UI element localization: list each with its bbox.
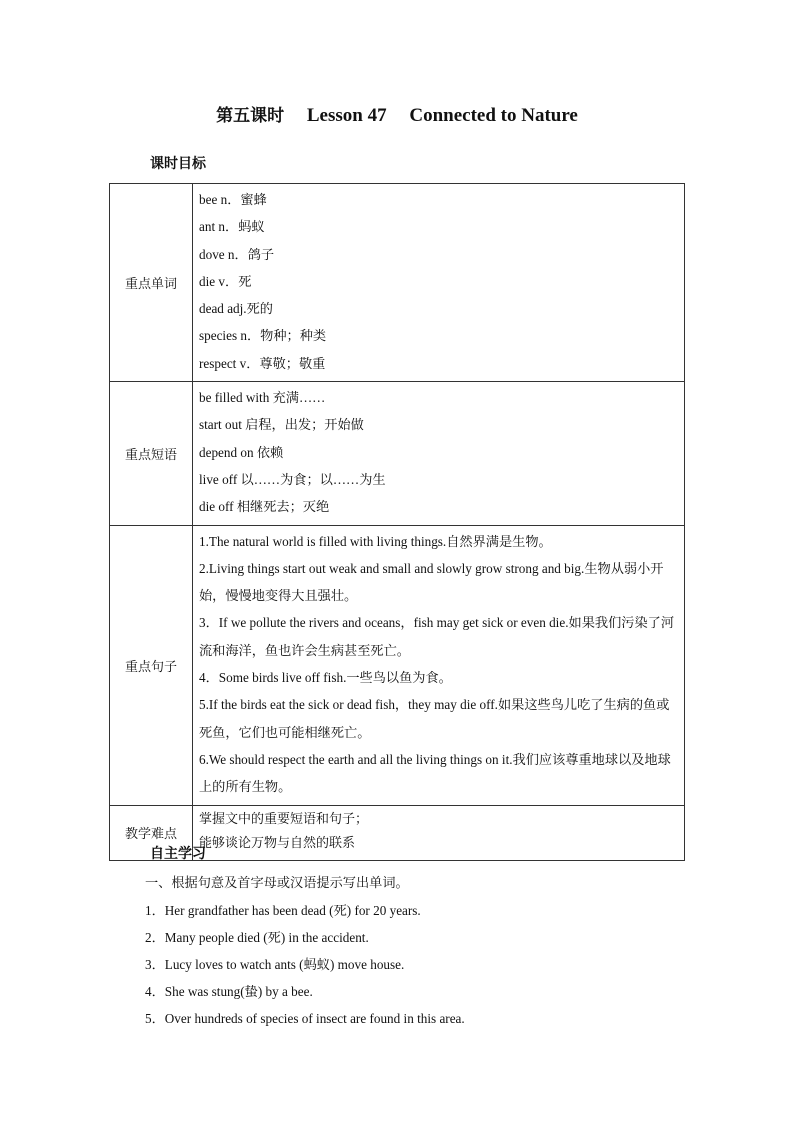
exercise-item: 1．Her grandfather has been dead (死) for 20 years. [145,903,421,918]
sentence-line: 1.The natural world is filled with living things.自然界满是生物。 [199,533,552,549]
row-label-phrases: 重点短语 [110,382,193,525]
word-line: dove n．鸽子 [199,246,275,262]
row-label-difficulty: 教学难点 [110,805,193,860]
sentence-line: 2.Living things start out weak and small and slowly grow strong and big.生物从弱小开始，慢慢地变得大且强壮。 [199,560,664,604]
sentence-line: 4．Some birds live off fish.一些鸟以鱼为食。 [199,670,452,686]
title-lesson: Lesson 47 [306,105,387,126]
sentence-line: 3．If we pollute the rivers and oceans，fish may get sick or even die.如果我们污染了河流和海洋，鱼也许会生病甚至死亡。 [199,615,675,658]
exercise-item: 3．Lucy loves to watch ants (蚂蚁) move house. [145,957,405,972]
phrase-line: die off 相继死去；灭绝 [199,499,330,515]
self-study-heading: 自主学习 [150,846,206,862]
phrase-line: live off 以……为食；以……为生 [199,471,386,487]
sentence-line: 5.If the birds eat the sick or dead fish，they may die off.如果这些鸟儿吃了生病的鱼或死鱼，它们也可能相继死亡。 [199,697,670,740]
row-sentences [110,525,685,805]
word-line: die v．死 [199,273,252,289]
difficulty-line: 掌握文中的重要短语和句子； [199,811,369,827]
word-line: ant n．蚂蚁 [199,219,265,235]
row-content-sentences [193,525,685,805]
word-line: bee n．蜜蜂 [199,192,267,207]
phrase-line: depend on 依赖 [199,444,284,460]
word-line: respect v．尊敬；敬重 [199,355,326,371]
phrase-line: be filled with 充满…… [199,390,326,406]
row-label-sentences: 重点句子 [110,525,193,805]
exercise-item: 5．Over hundreds of species of insect are found in this area. [145,1011,465,1026]
title-chinese: 第五课时 [216,106,285,126]
exercise-item: 2．Many people died (死) in the accident. [145,930,369,945]
row-content-phrases [193,382,685,525]
difficulty-line: 能够谈论万物与自然的联系 [199,835,356,851]
goals-heading: 课时目标 [150,156,206,172]
title-topic: Connected to Nature [409,105,578,126]
word-line: dead adj.死的 [199,301,273,317]
lesson-title [0,101,794,127]
phrase-line: start out 启程，出发；开始做 [199,417,364,433]
row-label-words: 重点单词 [110,184,193,382]
exercise-item: 4．She was stung(蛰) by a bee. [145,984,313,999]
exercise-instruction: 一、根据句意及首字母或汉语提示写出单词。 [145,875,409,890]
row-content-words [193,184,685,382]
sentence-line: 6.We should respect the earth and all the living things on it.我们应该尊重地球以及地球上的所有生物。 [199,751,671,795]
goals-table [109,183,685,861]
word-line: species n．物种；种类 [199,328,327,344]
row-content-difficulty [193,805,685,860]
row-phrases [110,382,685,525]
row-words [110,184,685,382]
